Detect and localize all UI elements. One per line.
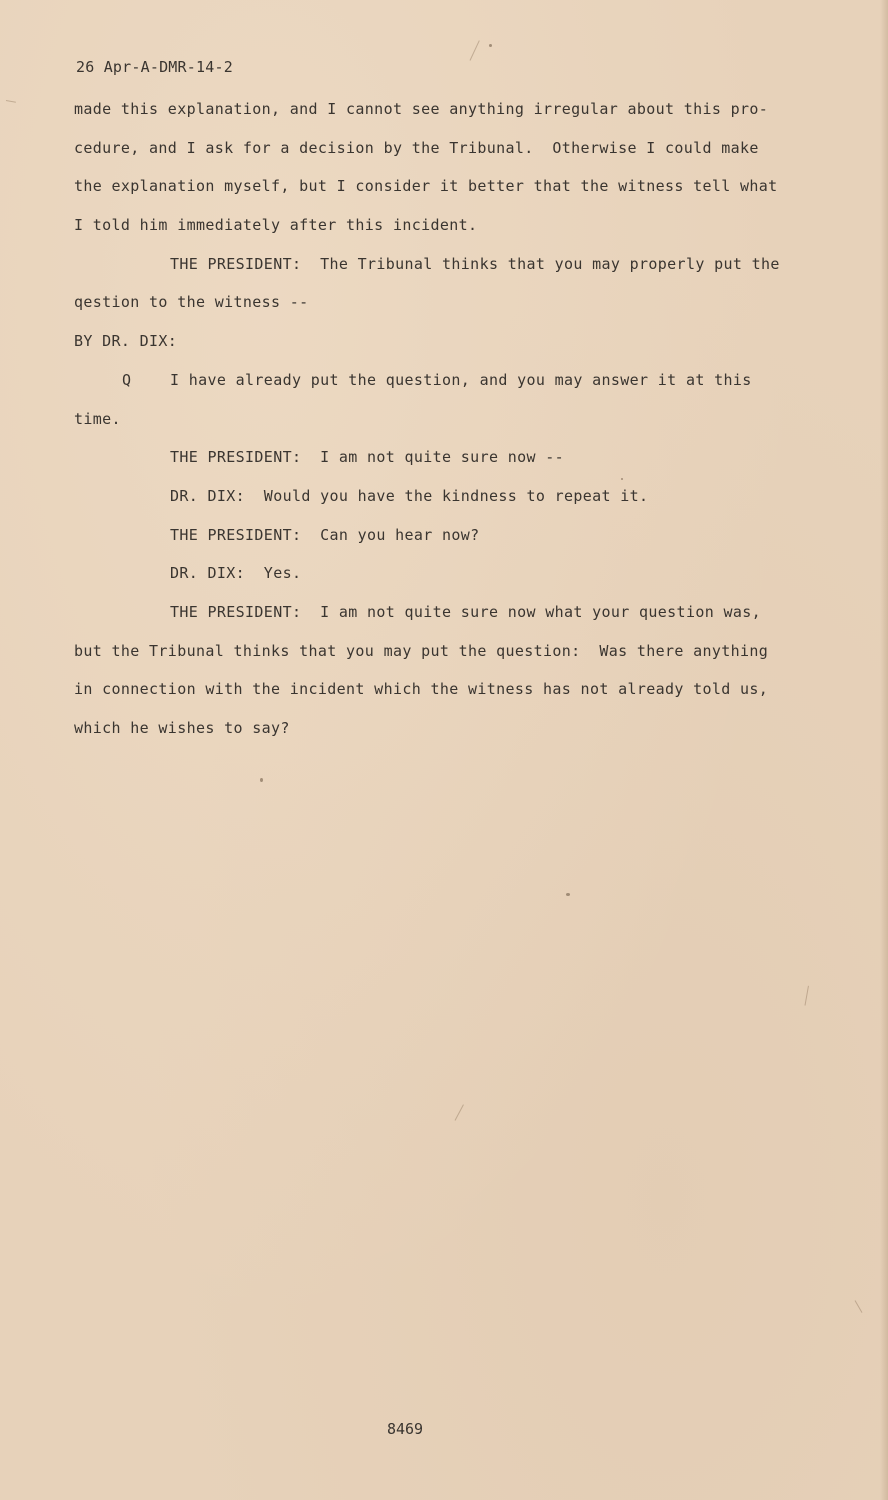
speaker-line-president: THE PRESIDENT: I am not quite sure now what your question was, <box>170 602 761 621</box>
page-edge-shadow <box>880 0 888 1500</box>
paper-speck <box>489 44 492 47</box>
page-number: 8469 <box>386 1420 424 1438</box>
document-reference: 26 Apr-A-DMR-14-2 <box>76 58 233 76</box>
examination-heading: BY DR. DIX: <box>74 332 178 351</box>
transcript-line: qestion to the witness -- <box>74 293 309 312</box>
transcript-line: which he wishes to say? <box>74 719 290 737</box>
speaker-line-dix: DR. DIX: Yes. <box>170 564 302 583</box>
speaker-line-dix: DR. DIX: Would you have the kindness to repeat it. <box>170 486 649 505</box>
transcript-line: made this explanation, and I cannot see anything irregular about this pro- <box>74 100 769 118</box>
paper-speck <box>566 893 570 896</box>
paper-speck <box>260 778 263 782</box>
transcript-line: cedure, and I ask for a decision by the Tribunal. Otherwise I could make <box>74 138 759 157</box>
speaker-line-president: THE PRESIDENT: I am not quite sure now -- <box>170 448 564 467</box>
paper-speck <box>621 478 623 480</box>
question-label: Q <box>122 370 132 389</box>
paper-fiber <box>470 40 480 60</box>
paper-fiber <box>6 100 16 103</box>
transcript-line: but the Tribunal thinks that you may put the question: Was there anything <box>74 641 769 660</box>
paper-fiber <box>455 1104 464 1120</box>
paper-fiber <box>805 986 809 1006</box>
speaker-line-president: THE PRESIDENT: The Tribunal thinks that you may properly put the <box>170 254 780 273</box>
transcript-line: I told him immediately after this incident. <box>74 216 478 235</box>
question-line <box>74 367 804 406</box>
transcript-line: in connection with the incident which the witness has not already told us, <box>74 680 769 699</box>
speaker-line-president: THE PRESIDENT: Can you hear now? <box>170 525 480 544</box>
transcript-line: the explanation myself, but I consider it better that the witness tell what <box>74 177 778 196</box>
transcript-body <box>74 96 804 754</box>
question-text: I have already put the question, and you may answer it at this <box>170 370 752 389</box>
paper-fiber <box>855 1300 863 1313</box>
transcript-line: time. <box>74 409 121 428</box>
